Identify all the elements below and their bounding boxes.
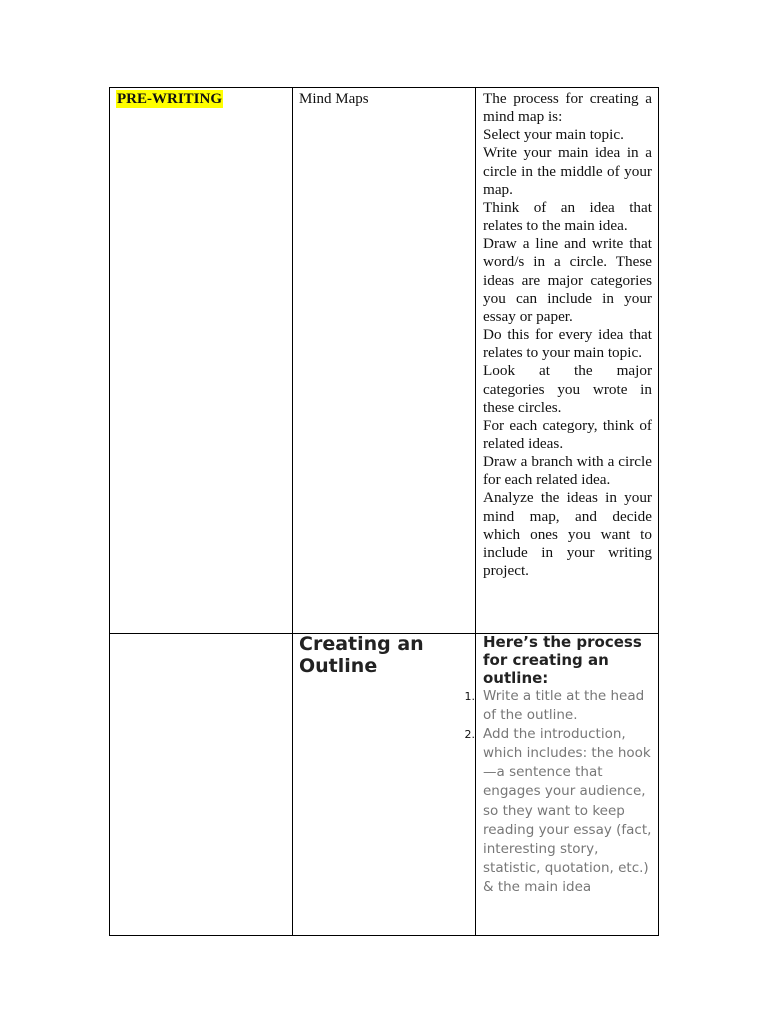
step-text: Draw a branch with a circle for each related idea. bbox=[483, 453, 652, 489]
list-item bbox=[464, 725, 655, 897]
list-item bbox=[464, 687, 655, 725]
step-text: Draw a line and write that word/s in a circle. These ideas are major categories you can include in your essay or paper. bbox=[483, 235, 652, 325]
step-text: Do this for every idea that relates to your main topic. bbox=[483, 326, 652, 362]
technique-name: Mind Maps bbox=[299, 91, 369, 107]
row1-technique-cell bbox=[299, 90, 469, 108]
step-text: Analyze the ideas in your mind map, and decide which ones you want to include in your writing project. bbox=[483, 489, 652, 580]
column-divider bbox=[292, 88, 293, 935]
step-text: Write your main idea in a circle in the middle of your map. bbox=[483, 144, 652, 198]
step-text: Write a title at the head of the outline. bbox=[483, 688, 645, 724]
step-text: Think of an idea that relates to the main idea. bbox=[483, 198, 652, 235]
step-text: For each category, think of related ideas. bbox=[483, 416, 652, 452]
row2-technique-cell bbox=[299, 633, 471, 677]
outline-steps-list bbox=[464, 687, 655, 897]
step-text: Look at the major categories you wrote in these circles. bbox=[483, 362, 652, 416]
stage-label: PRE-WRITING bbox=[117, 91, 223, 107]
row1-steps-cell bbox=[483, 90, 652, 580]
step-text: Select your main topic. bbox=[483, 126, 624, 144]
outline-intro: Here’s the process for creating an outline: bbox=[483, 633, 642, 687]
technique-name: Creating an Outline bbox=[299, 633, 424, 677]
step-text: Add the introduction, which includes: the hook—a sentence that engages your audience, so they want to keep reading your essay (fact, interesting story, statistic, quotation, etc.) & the main idea bbox=[483, 726, 652, 895]
step-number: 1. bbox=[464, 690, 475, 703]
step-text: The process for creating a mind map is: bbox=[483, 90, 652, 126]
step-number: 2. bbox=[464, 728, 475, 742]
column-divider bbox=[475, 88, 476, 935]
writing-process-table bbox=[109, 87, 659, 936]
row2-steps-cell bbox=[464, 633, 655, 897]
row1-stage-cell bbox=[116, 90, 286, 108]
